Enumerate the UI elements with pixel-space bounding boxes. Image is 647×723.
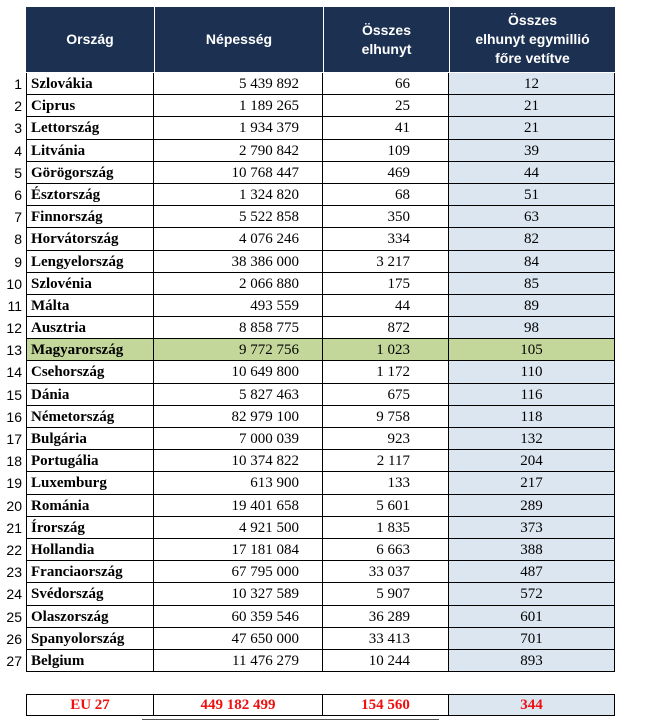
table-row <box>0 361 647 383</box>
population-cell: 10 768 447 <box>154 162 323 184</box>
table-row <box>0 140 647 162</box>
row-number: 19 <box>6 475 22 492</box>
deaths-cell: 25 <box>323 95 449 117</box>
country-cell: Lengyelország <box>26 251 154 273</box>
deaths-cell: 36 289 <box>323 606 449 628</box>
deaths-cell: 872 <box>323 317 449 339</box>
row-number: 4 <box>14 142 22 159</box>
row-number: 15 <box>6 386 22 403</box>
country-cell: Hollandia <box>26 539 154 561</box>
country-cell: Ausztria <box>26 317 154 339</box>
rate-cell: 132 <box>449 428 615 450</box>
country-cell: Lettország <box>26 117 154 139</box>
population-cell: 2 790 842 <box>154 140 323 162</box>
country-cell: Belgium <box>26 650 154 672</box>
footer-divider <box>142 719 439 720</box>
country-cell: Bulgária <box>26 428 154 450</box>
rate-cell: 105 <box>449 339 615 361</box>
population-cell: 1 934 379 <box>154 117 323 139</box>
rate-cell: 98 <box>449 317 615 339</box>
population-cell: 613 900 <box>154 472 323 494</box>
deaths-cell: 350 <box>323 206 449 228</box>
header-country-label: Ország <box>66 31 114 47</box>
country-cell: Spanyolország <box>26 628 154 650</box>
table-row <box>0 583 647 605</box>
header-country <box>26 7 154 72</box>
country-cell: Észtország <box>26 184 154 206</box>
row-number: 26 <box>6 630 22 647</box>
population-cell: 10 649 800 <box>154 361 323 383</box>
row-number: 1 <box>14 76 22 92</box>
table-row <box>0 339 647 361</box>
table-row <box>0 495 647 517</box>
population-cell: 9 772 756 <box>154 339 323 361</box>
header-rate-line1: Összes <box>507 12 558 28</box>
rate-cell: 110 <box>449 361 615 383</box>
deaths-cell: 5 601 <box>323 495 449 517</box>
population-cell: 493 559 <box>154 295 323 317</box>
population-cell: 4 921 500 <box>154 517 323 539</box>
table-row <box>0 206 647 228</box>
total-deaths: 154 560 <box>323 694 449 716</box>
rate-cell: 39 <box>449 140 615 162</box>
population-cell: 10 374 822 <box>154 450 323 472</box>
row-number: 24 <box>6 586 22 603</box>
row-number: 21 <box>6 519 22 536</box>
rate-cell: 601 <box>449 606 615 628</box>
rate-cell: 82 <box>449 228 615 250</box>
rate-cell: 487 <box>449 561 615 583</box>
row-number: 7 <box>14 209 22 226</box>
table-row <box>0 406 647 428</box>
deaths-cell: 469 <box>323 162 449 184</box>
header-rate-line3: főre vetítve <box>495 50 570 66</box>
rate-cell: 572 <box>449 583 615 605</box>
table-row <box>0 628 647 650</box>
country-cell: Szlovákia <box>26 73 154 95</box>
table-row <box>0 450 647 472</box>
row-number: 6 <box>14 186 22 203</box>
population-cell: 47 650 000 <box>154 628 323 650</box>
row-number: 22 <box>6 541 22 558</box>
table-row <box>0 117 647 139</box>
table-row <box>0 384 647 406</box>
row-number: 27 <box>6 652 22 669</box>
rate-cell: 373 <box>449 517 615 539</box>
population-cell: 2 066 880 <box>154 273 323 295</box>
country-cell: Svédország <box>26 583 154 605</box>
table-row <box>0 295 647 317</box>
deaths-cell: 1 172 <box>323 361 449 383</box>
population-cell: 82 979 100 <box>154 406 323 428</box>
country-cell: Németország <box>26 406 154 428</box>
row-number: 25 <box>6 608 22 625</box>
table-row <box>0 317 647 339</box>
deaths-cell: 334 <box>323 228 449 250</box>
rate-cell: 84 <box>449 251 615 273</box>
row-number: 9 <box>14 253 22 270</box>
population-cell: 67 795 000 <box>154 561 323 583</box>
deaths-cell: 33 037 <box>323 561 449 583</box>
rate-cell: 118 <box>449 406 615 428</box>
country-cell: Málta <box>26 295 154 317</box>
population-cell: 1 189 265 <box>154 95 323 117</box>
row-number: 23 <box>6 564 22 581</box>
table-row <box>0 184 647 206</box>
row-number: 18 <box>6 453 22 470</box>
deaths-cell: 175 <box>323 273 449 295</box>
population-cell: 11 476 279 <box>154 650 323 672</box>
deaths-cell: 9 758 <box>323 406 449 428</box>
table-row <box>0 606 647 628</box>
population-cell: 8 858 775 <box>154 317 323 339</box>
rate-cell: 12 <box>449 73 615 95</box>
row-number: 13 <box>6 342 22 359</box>
population-cell: 1 324 820 <box>154 184 323 206</box>
row-number: 10 <box>6 275 22 292</box>
population-cell: 5 439 892 <box>154 73 323 95</box>
table-row <box>0 650 647 672</box>
country-cell: Írország <box>26 517 154 539</box>
row-number: 16 <box>6 408 22 425</box>
deaths-cell: 5 907 <box>323 583 449 605</box>
rate-cell: 701 <box>449 628 615 650</box>
country-cell: Románia <box>26 495 154 517</box>
deaths-cell: 133 <box>323 472 449 494</box>
deaths-cell: 109 <box>323 140 449 162</box>
rate-cell: 63 <box>449 206 615 228</box>
table-row <box>0 162 647 184</box>
population-cell: 10 327 589 <box>154 583 323 605</box>
country-cell: Dánia <box>26 384 154 406</box>
deaths-cell: 33 413 <box>323 628 449 650</box>
population-cell: 38 386 000 <box>154 251 323 273</box>
rate-cell: 21 <box>449 117 615 139</box>
table-body <box>0 73 647 672</box>
table-row <box>0 228 647 250</box>
header-deaths <box>323 7 449 72</box>
country-cell: Magyarország <box>26 339 154 361</box>
population-cell: 5 827 463 <box>154 384 323 406</box>
total-label: EU 27 <box>26 694 154 716</box>
deaths-cell: 923 <box>323 428 449 450</box>
country-cell: Olaszország <box>26 606 154 628</box>
deaths-cell: 675 <box>323 384 449 406</box>
row-number: 3 <box>14 120 22 137</box>
header-rate <box>449 7 615 72</box>
population-cell: 60 359 546 <box>154 606 323 628</box>
country-cell: Portugália <box>26 450 154 472</box>
table-row <box>0 273 647 295</box>
total-population: 449 182 499 <box>154 694 323 716</box>
population-cell: 5 522 858 <box>154 206 323 228</box>
population-cell: 4 076 246 <box>154 228 323 250</box>
country-cell: Görögország <box>26 162 154 184</box>
row-number: 8 <box>14 231 22 248</box>
total-rate: 344 <box>449 694 615 716</box>
table-row <box>0 95 647 117</box>
row-number: 12 <box>6 320 22 337</box>
row-number: 14 <box>6 364 22 381</box>
deaths-cell: 6 663 <box>323 539 449 561</box>
header-population <box>154 7 323 72</box>
rate-cell: 289 <box>449 495 615 517</box>
table-row <box>0 561 647 583</box>
rate-cell: 21 <box>449 95 615 117</box>
deaths-cell: 41 <box>323 117 449 139</box>
rate-cell: 116 <box>449 384 615 406</box>
deaths-cell: 44 <box>323 295 449 317</box>
population-cell: 17 181 084 <box>154 539 323 561</box>
row-number: 2 <box>14 98 22 115</box>
header-deaths-line1: Összes <box>361 21 412 38</box>
country-cell: Franciaország <box>26 561 154 583</box>
row-number: 5 <box>14 164 22 181</box>
population-cell: 7 000 039 <box>154 428 323 450</box>
rate-cell: 204 <box>449 450 615 472</box>
rate-cell: 51 <box>449 184 615 206</box>
deaths-cell: 66 <box>323 73 449 95</box>
rate-cell: 388 <box>449 539 615 561</box>
deaths-cell: 10 244 <box>323 650 449 672</box>
rate-cell: 85 <box>449 273 615 295</box>
header-population-label: Népesség <box>205 31 273 47</box>
deaths-cell: 1 023 <box>323 339 449 361</box>
row-number: 11 <box>7 297 22 314</box>
row-number: 17 <box>6 431 22 447</box>
deaths-cell: 2 117 <box>323 450 449 472</box>
country-cell: Ciprus <box>26 95 154 117</box>
deaths-cell: 1 835 <box>323 517 449 539</box>
rate-cell: 89 <box>449 295 615 317</box>
table-row <box>0 517 647 539</box>
rate-cell: 217 <box>449 472 615 494</box>
country-cell: Szlovénia <box>26 273 154 295</box>
rate-cell: 44 <box>449 162 615 184</box>
deaths-cell: 68 <box>323 184 449 206</box>
country-cell: Luxemburg <box>26 472 154 494</box>
population-cell: 19 401 658 <box>154 495 323 517</box>
rate-cell: 893 <box>449 650 615 672</box>
table-row <box>0 539 647 561</box>
row-number: 20 <box>6 497 22 514</box>
country-cell: Litvánia <box>26 140 154 162</box>
table-row <box>0 472 647 494</box>
country-cell: Horvátország <box>26 228 154 250</box>
deaths-cell: 3 217 <box>323 251 449 273</box>
country-cell: Finnország <box>26 206 154 228</box>
table-row <box>0 251 647 273</box>
table-row <box>0 428 647 450</box>
country-cell: Csehország <box>26 361 154 383</box>
table-row <box>0 73 647 95</box>
header-deaths-line2: elhunyt <box>361 40 412 57</box>
header-rate-line2: elhunyt egymillió <box>475 31 590 47</box>
